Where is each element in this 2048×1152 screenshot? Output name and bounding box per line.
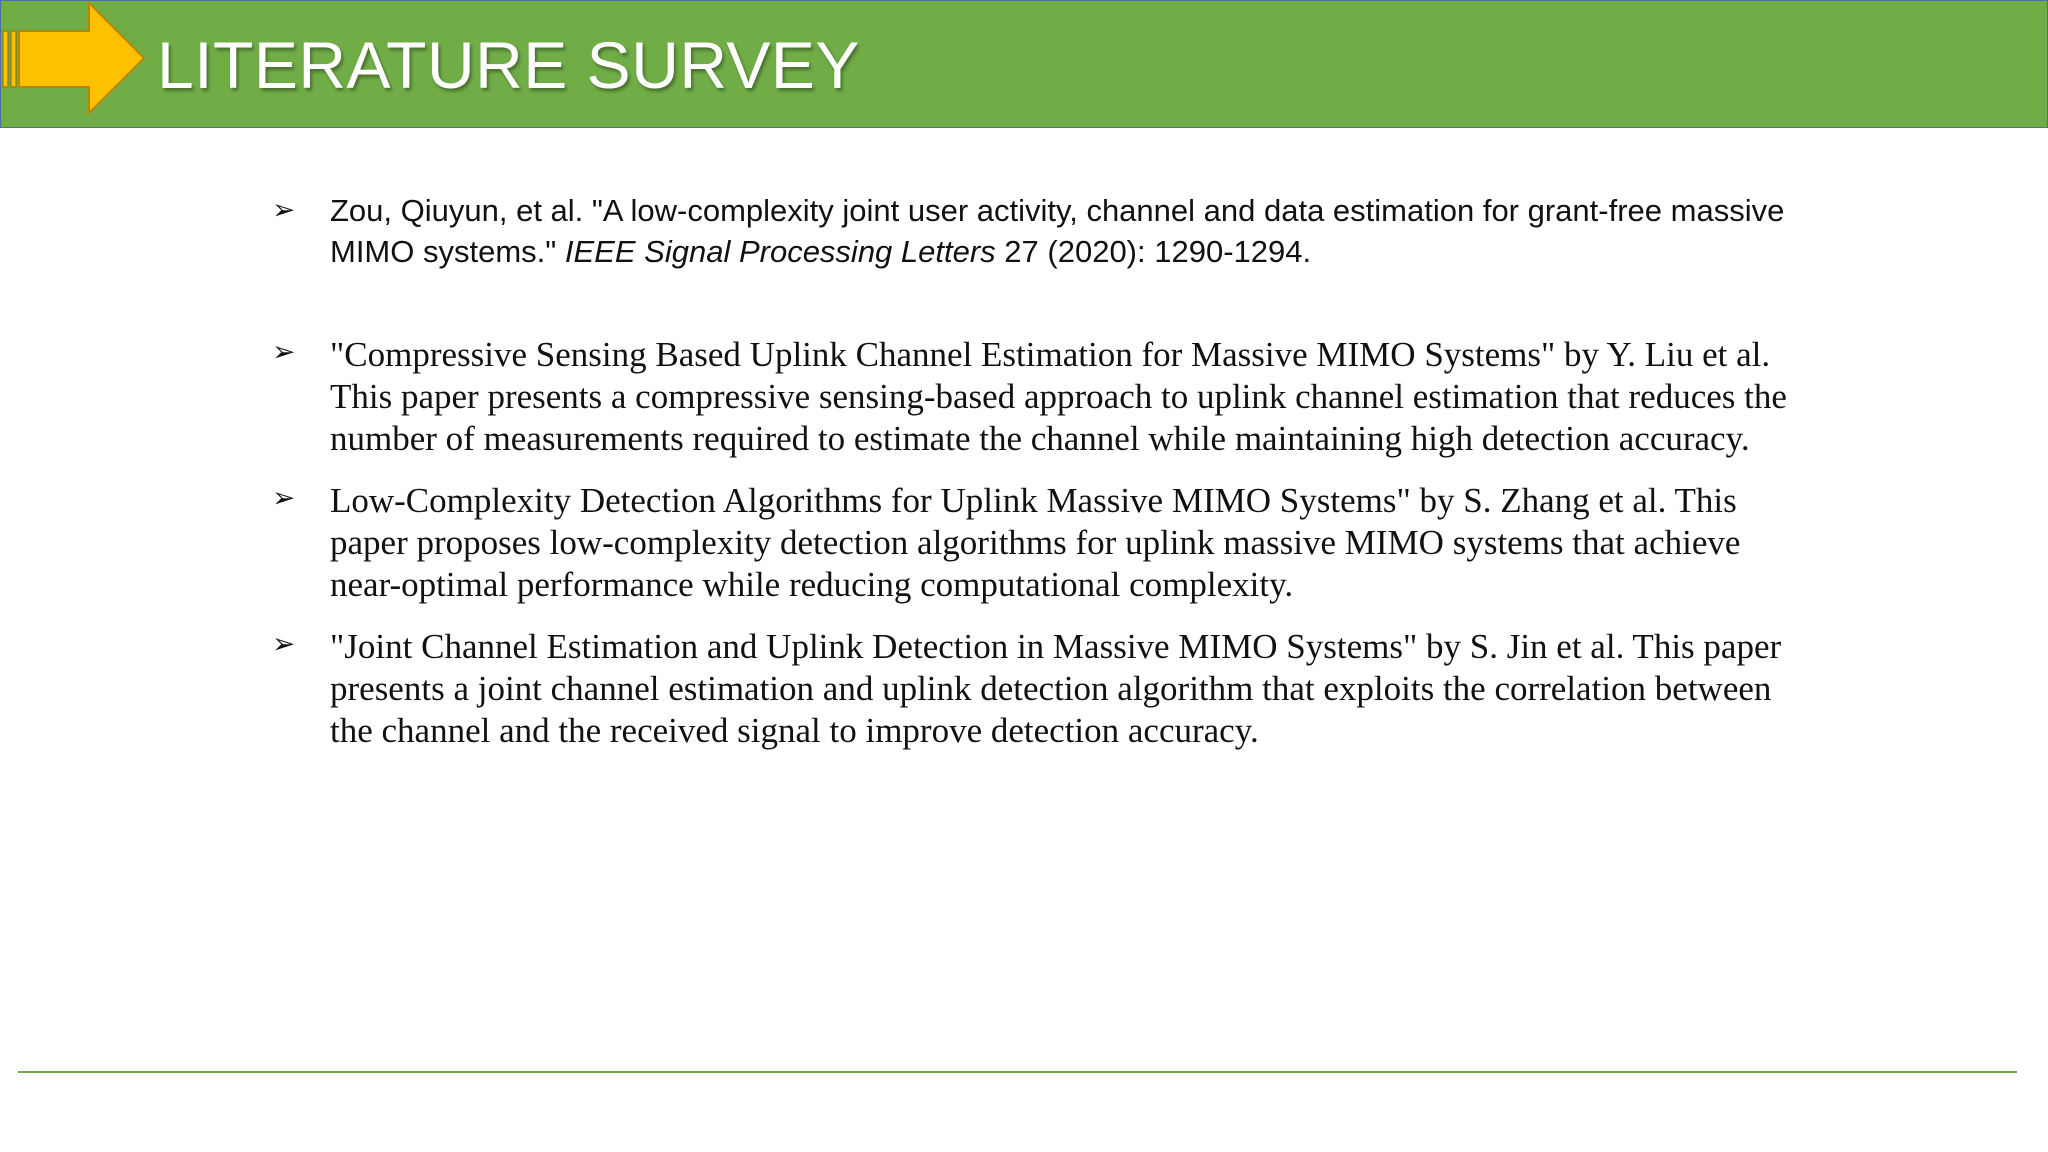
reference-citation: 27 (2020): 1290-1294. [995,234,1312,269]
reference-item-jin [270,626,1790,752]
arrowhead-bullet-icon: ➢ [272,481,296,514]
reference-item-liu [270,334,1790,460]
reference-list [270,190,1790,752]
reference-text: "Joint Channel Estimation and Uplink Detection in Massive MIMO Systems" by S. Jin et al. This paper presents a joint channel estimation and uplink detection algorithm that exploits the correlation between the channel and the received signal to improve detection accuracy. [330,627,1782,750]
reference-item-zhang [270,480,1790,606]
reference-item-zou [270,190,1790,272]
right-arrow-icon [1,1,147,119]
footer-divider [18,1071,2017,1073]
journal-name: IEEE Signal Processing Letters [564,234,996,269]
reference-text: Zou, Qiuyun, et al. "A low-complexity joint user activity, channel and data estimation for grant-free massive MIMO systems." [330,193,1785,269]
arrowhead-bullet-icon: ➢ [272,627,296,660]
arrowhead-bullet-icon: ➢ [272,193,296,226]
reference-text: Low-Complexity Detection Algorithms for Uplink Massive MIMO Systems" by S. Zhang et al. This paper proposes low-complexity detection algorithms for uplink massive MIMO systems that achieve near-optimal performance while reducing computational complexity. [330,481,1741,604]
reference-text: "Compressive Sensing Based Uplink Channel Estimation for Massive MIMO Systems" by Y. Liu et al. This paper presents a compressive sensing-based approach to uplink channel estimation that reduces the number of measurements required to estimate the channel while maintaining high detection accuracy. [330,335,1787,458]
title-banner [0,0,2048,128]
slide-title: LITERATURE SURVEY [157,28,860,102]
arrowhead-bullet-icon: ➢ [272,335,296,368]
